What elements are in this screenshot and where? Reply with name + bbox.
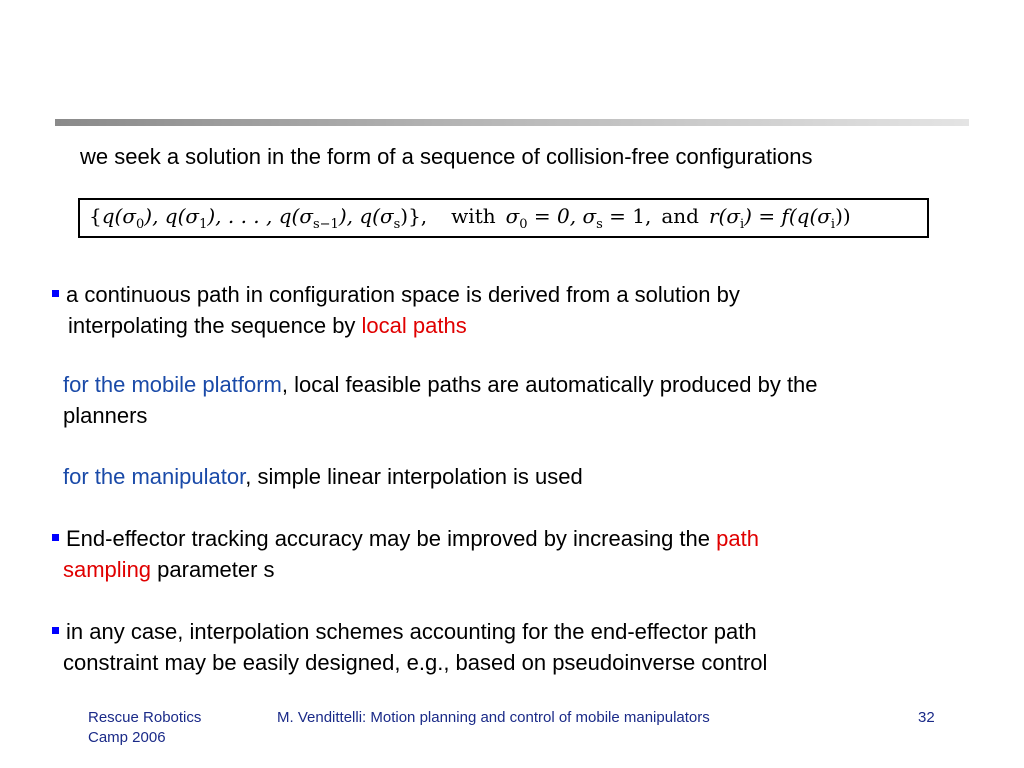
square-bullet-icon bbox=[52, 290, 59, 297]
formula-box bbox=[78, 198, 929, 238]
bullet-path-sampling: End-effector tracking accuracy may be improved by increasing the path sampling parameter s bbox=[52, 523, 759, 585]
path-highlight: path bbox=[716, 526, 759, 551]
page-number: 32 bbox=[918, 709, 935, 726]
formula: {$q(\sigma_0)$, $q(\sigma_1)$, . . . , $q(\sigma_{s-1})$, $q(\sigma_s)$}, with $\sigma_0 = 0$, $\sigma_s = 1$, and $r(\sigma_i) = f(q(\sigma_i))$ bbox=[89, 204, 851, 232]
title-divider bbox=[55, 119, 969, 126]
bullet-interpolation-schemes: in any case, interpolation schemes accounting for the end-effector path constraint may be easily designed, e.g., based on pseudoinverse control bbox=[52, 616, 767, 678]
local-paths-highlight: local paths bbox=[361, 313, 467, 338]
bullet-interpolation-line2: constraint may be easily designed, e.g., based on pseudoinverse control bbox=[63, 650, 768, 675]
footer-event: Rescue Robotics Camp 2006 bbox=[88, 709, 202, 746]
footer-author-title: M. Vendittelli: Motion planning and control of mobile manipulators bbox=[277, 709, 710, 726]
square-bullet-icon bbox=[52, 534, 59, 541]
manipulator-highlight: for the manipulator bbox=[63, 464, 246, 489]
mobile-platform-paragraph: for the mobile platform, local feasible paths are automatically produced by the planners bbox=[63, 372, 818, 428]
manipulator-paragraph: for the manipulator, simple linear interpolation is used bbox=[63, 464, 583, 489]
bullet-local-paths-line1: a continuous path in configuration space is derived from a solution by bbox=[66, 282, 740, 307]
intro-text: we seek a solution in the form of a sequence of collision-free configurations bbox=[80, 144, 813, 169]
bullet-path-sampling-line2: sampling parameter s bbox=[63, 557, 275, 582]
bullet-local-paths bbox=[52, 279, 740, 341]
bullet-local-paths-line2: interpolating the sequence by local paths bbox=[68, 313, 467, 338]
mobile-platform-line2: planners bbox=[63, 403, 148, 428]
square-bullet-icon bbox=[52, 627, 59, 634]
mobile-platform-highlight: for the mobile platform bbox=[63, 372, 282, 397]
